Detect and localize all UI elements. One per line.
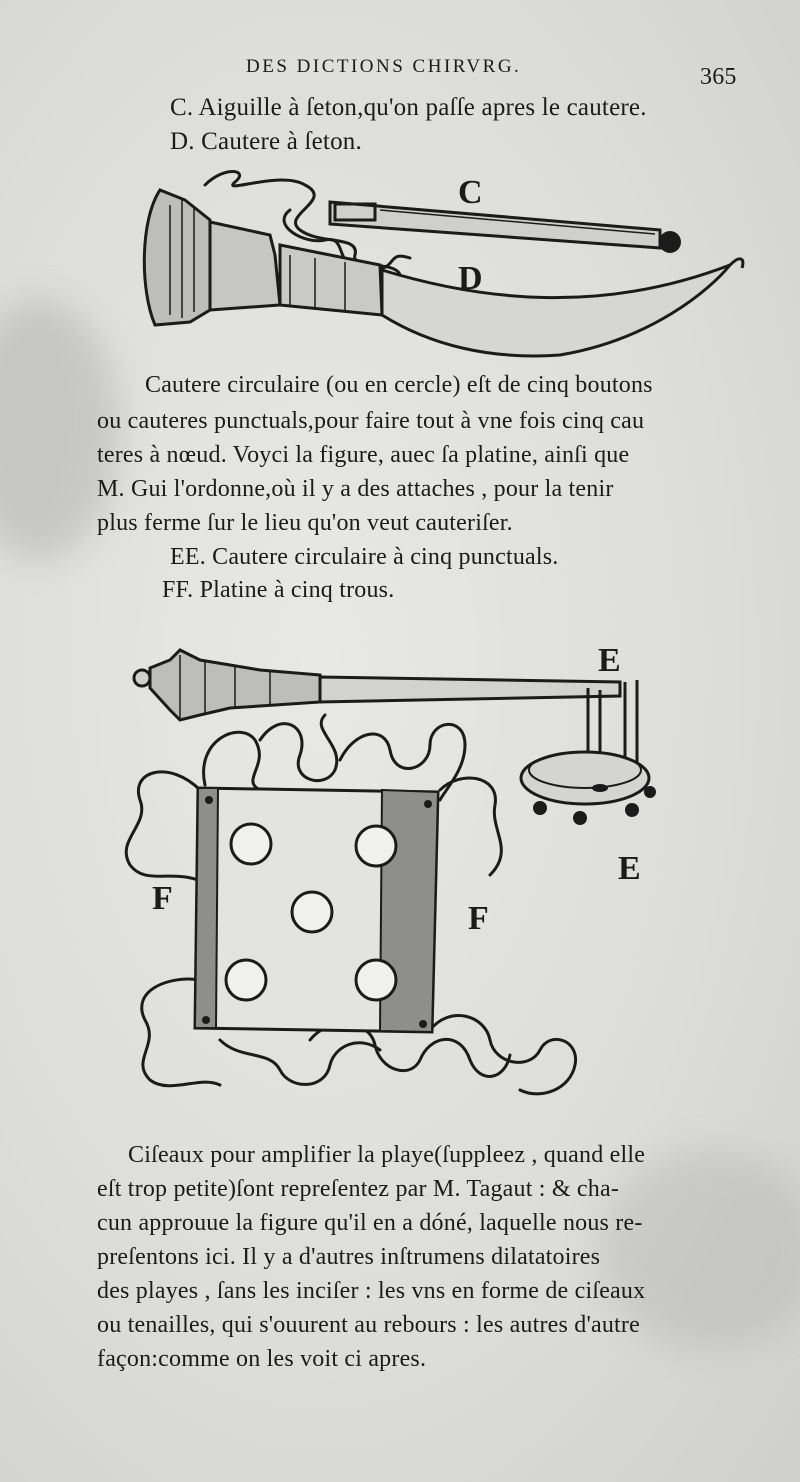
- caption-c: C. Aiguille à ſeton,qu'on paſſe apres le cautere.: [170, 94, 647, 121]
- caption-ee: EE. Cautere circulaire à cinq punctuals.: [170, 544, 559, 570]
- paragraph-2-line: des playes , ſans les inciſer : les vns en forme de ciſeaux: [97, 1278, 646, 1304]
- caption-d: D. Cautere à ſeton.: [170, 128, 362, 155]
- figure-label-e-bottom: E: [618, 850, 641, 887]
- paragraph-2-line: eſt trop petite)ſont repreſentez par M. Tagaut : & cha-: [97, 1176, 620, 1202]
- paragraph-2-line: ou tenailles, qui s'ouurent au rebours : les autres d'autre: [97, 1312, 640, 1338]
- paragraph-1-line: teres à nœud. Voyci la figure, auec ſa platine, ainſi que: [97, 442, 630, 468]
- running-head: DES DICTIONS CHIRVRG.: [246, 56, 522, 77]
- paragraph-1-line: ou cauteres punctuals,pour faire tout à vne fois cinq cau: [97, 408, 645, 434]
- figure-label-f-left: F: [152, 880, 173, 917]
- figure-label-f-right: F: [468, 900, 489, 937]
- paragraph-2-line: Ciſeaux pour amplifier la playe(ſuppleez , quand elle: [128, 1142, 646, 1168]
- paragraph-2-line: preſentons ici. Il y a d'autres inſtrumens dilatatoires: [97, 1244, 601, 1270]
- page-number: 365: [700, 64, 737, 90]
- perforated-plate: [195, 788, 438, 1032]
- paragraph-2-line: façon:comme on les voit ci apres.: [97, 1346, 427, 1372]
- figure-label-e-top: E: [598, 642, 621, 679]
- figure-label-d: D: [458, 260, 483, 297]
- paragraph-2-line: cun approuue la figure qu'il en a dóné, laquelle nous re-: [97, 1210, 643, 1236]
- caption-ff: FF. Platine à cinq trous.: [162, 577, 395, 603]
- paragraph-1-line: plus ferme ſur le lieu qu'on veut cauteriſer.: [97, 510, 513, 536]
- paragraph-1-line: M. Gui l'ordonne,où il y a des attaches , pour la tenir: [97, 476, 614, 502]
- figure-label-c: C: [458, 174, 483, 211]
- figure-seton-instruments: [130, 160, 760, 370]
- seton-needle: [330, 202, 681, 253]
- paragraph-1-line: Cautere circulaire (ou en cercle) eſt de cinq boutons: [145, 372, 653, 398]
- figure-circular-cautery: [110, 620, 670, 1110]
